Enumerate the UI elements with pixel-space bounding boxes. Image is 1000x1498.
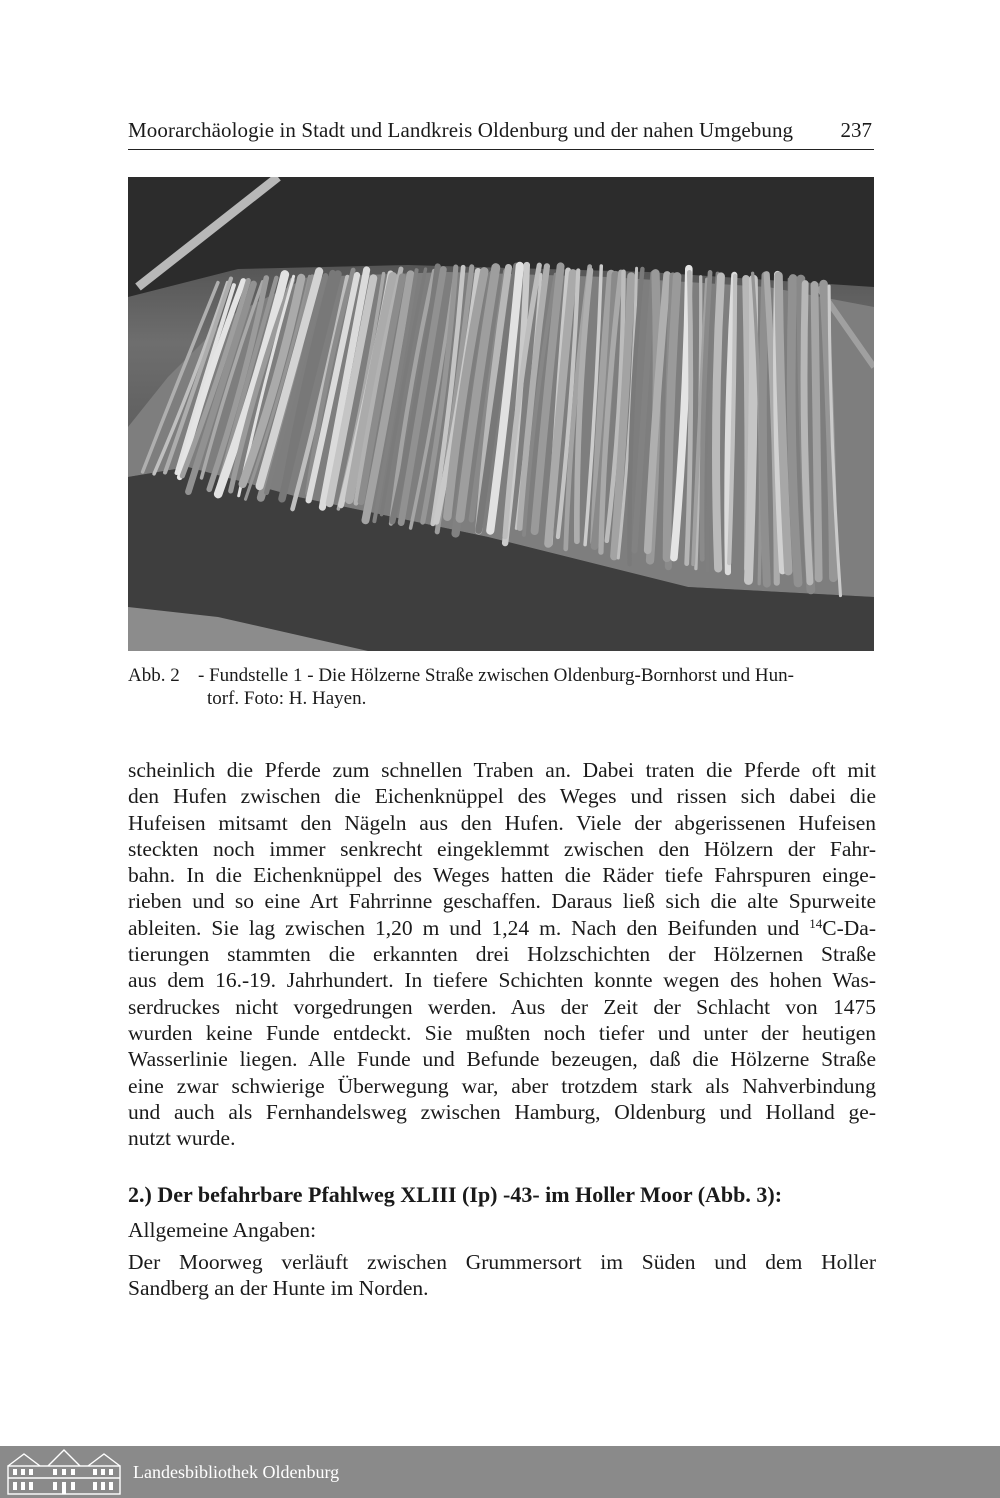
section-heading: 2.) Der befahrbare Pfahlweg XLIII (Ip) -43- im Holler Moor (Abb. 3):	[128, 1182, 783, 1207]
text-line: aus dem 16.-19. Jahrhundert. In tiefere Schichten konnte wegen des hohen Was-	[128, 968, 876, 993]
text-line: Der Moorweg verläuft zwischen Grummersort im Süden und dem Holler	[128, 1250, 876, 1274]
caption-line-1: - Fundstelle 1 - Die Hölzerne Straße zwischen Oldenburg-Bornhorst und Hun-	[198, 665, 794, 686]
photo-log	[814, 285, 818, 578]
text-line: und auch als Fernhandelsweg zwischen Hamburg, Oldenburg und Holland ge-	[128, 1099, 876, 1124]
library-building-logo	[4, 1448, 124, 1496]
text-line: den Hufen zwischen die Eichenknüppel des Weges und rissen sich dabei die	[128, 784, 876, 809]
page-number: 237	[840, 118, 872, 142]
figure-label: Abb. 2	[128, 665, 180, 686]
text-line: Sandberg an der Hunte im Norden.	[128, 1276, 429, 1301]
text-line: rieben und so eine Art Fahrrinne geschaffen. Daraus ließ sich die alte Spurweite	[128, 889, 876, 914]
running-title: Moorarchäologie in Stadt und Landkreis Oldenburg und der nahen Umgebung	[128, 118, 794, 142]
text-line	[128, 915, 876, 941]
body-paragraph	[128, 757, 876, 1151]
text-line: eine zwar schwierige Überwegung war, aber trotzdem stark als Nahverbindung	[128, 1073, 876, 1098]
text-line: wurden keine Funde entdeckt. Sie mußten noch tiefer und unter der heutigen	[128, 1020, 876, 1045]
isotope-mass-number: 14	[809, 915, 823, 931]
timber-road-photo	[128, 177, 874, 651]
text-line: steckten noch immer senkrecht eingeklemmt zwischen den Hölzern der Fahr-	[128, 836, 876, 861]
text-line: tierungen stammten die erkannten drei Holzschichten der Hölzernen Straße	[128, 942, 876, 967]
section-subheading: Allgemeine Angaben:	[128, 1218, 317, 1242]
library-name: Landesbibliothek Oldenburg	[133, 1462, 340, 1482]
library-footer-bar	[0, 1446, 1000, 1498]
running-header	[128, 114, 874, 150]
text-segment: C-Da-	[822, 915, 876, 940]
figure-photo	[128, 177, 874, 651]
text-line: nutzt wurde.	[128, 1126, 236, 1151]
text-line: Hufeisen mitsamt den Nägeln aus den Hufen. Viele der abgerissenen Hufeisen	[128, 810, 876, 835]
photo-log	[763, 275, 767, 583]
text-line: scheinlich die Pferde zum schnellen Traben an. Dabei traten die Pferde oft mit	[128, 758, 876, 782]
photo-log	[748, 279, 753, 580]
text-line: Wasserlinie liegen. Alle Funde und Befunde bezeugen, daß die Hölzerne Straße	[128, 1047, 876, 1072]
section-paragraph	[128, 1249, 876, 1302]
text-line: bahn. In die Eichenknüppel des Weges hatten die Räder tiefe Fahrspuren einge-	[128, 863, 876, 888]
text-line: serdruckes nicht vorgedrungen werden. Aus der Zeit der Schlacht von 1475	[128, 994, 876, 1019]
caption-line-2: torf. Foto: H. Hayen.	[207, 688, 367, 709]
text-segment: ableiten. Sie lag zwischen 1,20 m und 1,24 m. Nach den Beifunden und	[128, 915, 810, 940]
